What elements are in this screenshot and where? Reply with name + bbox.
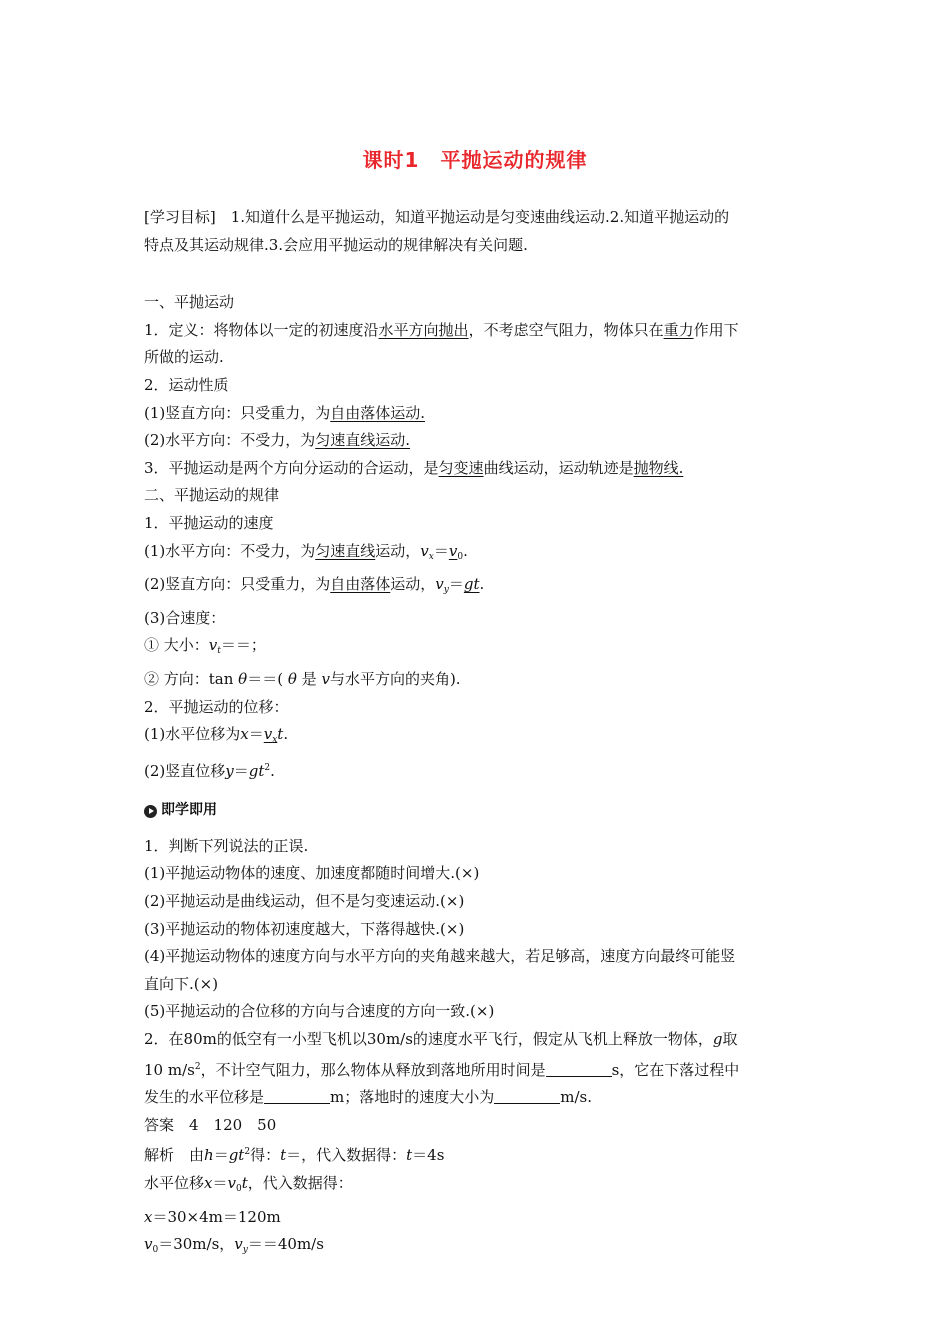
composite-motion-line: 3．平抛运动是两个方向分运动的合运动，是匀变速曲线运动，运动轨迹是抛物线. [144,458,684,477]
statement-2: (2)平抛运动是曲线运动，但不是匀变速运动.(×) [144,892,465,911]
vertical-displacement-line: (2)竖直位移$y=gt^2$. [144,761,275,780]
statement-3: (3)平抛运动的物体初速度越大，下落得越快.(×) [144,919,465,938]
answer-blank-speed [494,1089,560,1104]
analysis-line-4: $v_0=30m/s$，$v_y==40m/s$ [144,1235,324,1256]
vertical-direction-line: (1)竖直方向：只受重力，为自由落体运动. [144,403,426,422]
horizontal-direction-line: (2)水平方向：不受力，为匀速直线运动. [144,431,411,450]
statement-1: (1)平抛运动物体的速度、加速度都随时间增大.(×) [144,864,480,883]
page-title: 课时1 平抛运动的规律 [362,148,588,172]
answer-blank-displacement [264,1089,330,1104]
velocity-heading: 1．平抛运动的速度 [144,513,274,532]
statement-5: (5)平抛运动的合位移的方向与合速度的方向一致.(×) [144,1002,495,1021]
answer-blank-time [546,1062,612,1077]
vertical-velocity-line: (2)竖直方向：只受重力，为自由落体运动，$v_y=gt$. [144,575,485,596]
velocity-magnitude-line: ① 大小：$v_t==$； [144,636,266,657]
section-1-heading: 一、平抛运动 [144,293,235,312]
practice-heading: 即学即用 [144,797,808,825]
displacement-heading: 2．平抛运动的位移： [144,697,289,716]
question-2-line-2: 10 $m/s^2$，不计空气阻力，那么物体从释放到落地所用时间是 s，它在下落过程中 [144,1060,740,1079]
horizontal-displacement-line: (1)水平位移为$x=v_xt$. [144,725,289,746]
horizontal-velocity-line: (1)水平方向：不受力，为匀速直线运动，$v_x=v_0$. [144,541,468,562]
definition-line-2: 所做的运动. [144,348,224,367]
question-1: 1．判断下列说法的正误. [144,836,309,855]
section-2-heading: 二、平抛运动的规律 [144,486,280,505]
play-circle-icon [144,805,157,818]
answer-line: 答案 4 120 50 [144,1115,277,1134]
definition-line-1: 1．定义：将物体以一定的初速度沿水平方向抛出，不考虑空气阻力，物体只在重力作用下 [144,320,739,339]
analysis-line-2: 水平位移$x=v_0t$，代入数据得： [144,1174,353,1194]
analysis-line-3: x＝30×4m＝120m [144,1207,281,1226]
statement-4-line-1: (4)平抛运动物体的速度方向与水平方向的夹角越来越大，若足够高，速度方向最终可能竖 [144,947,736,966]
document-body [144,204,808,1265]
question-2-line-1: 2．在80m的低空有一小型飞机以30m/s的速度水平飞行，假定从飞机上释放一物体，g取 [144,1030,738,1049]
question-2-line-3: 发生的水平位移是 m；落地时的速度大小为 m/s. [144,1088,592,1107]
analysis-line-1: 解析 由$h=gt^2$得：t＝，代入数据得：t＝4s [144,1146,445,1165]
motion-nature-heading: 2．运动性质 [144,375,229,394]
velocity-direction-line: ② 方向：tan θ＝＝( θ 是 v与水平方向的夹角). [144,669,461,688]
objectives-line-2: 特点及其运动规律.3.会应用平抛运动的规律解决有关问题. [144,235,528,254]
combined-velocity-heading: (3)合速度： [144,608,226,627]
objectives-line-1: [学习目标] 1.知道什么是平抛运动，知道平抛运动是匀变速曲线运动.2.知道平抛运动的 [144,208,730,226]
statement-4-line-2: 直向下.(×) [144,974,219,993]
